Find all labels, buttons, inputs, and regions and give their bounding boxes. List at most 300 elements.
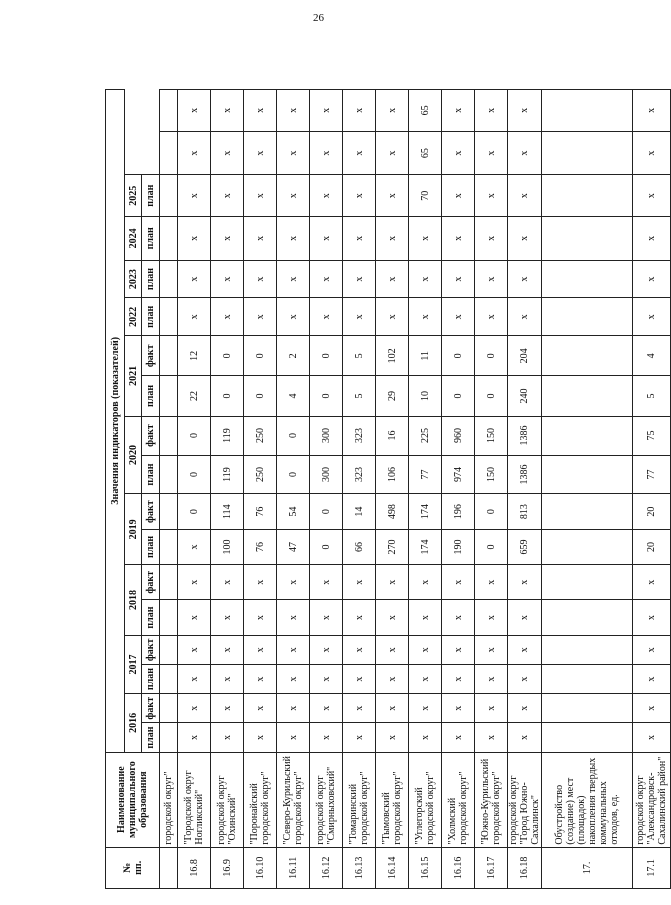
value-cell: x (475, 600, 508, 635)
value-cell: x (508, 131, 542, 175)
value-cell: 270 (376, 529, 409, 564)
value-cell: x (211, 260, 244, 298)
value-cell: x (343, 635, 376, 664)
value-cell (542, 565, 633, 600)
value-cell (542, 664, 633, 693)
header-year-2021: 2021 (125, 336, 142, 416)
row-number: 16.11 (277, 847, 310, 888)
value-cell: x (409, 298, 442, 336)
row-municipality-name: городской округ" (160, 752, 178, 847)
value-cell: x (211, 635, 244, 664)
header-fact: факт (142, 565, 160, 600)
value-cell: x (442, 635, 475, 664)
row-municipality-name: городской округ "Александровск-Сахалинский район" (633, 752, 671, 847)
value-cell: x (376, 600, 409, 635)
value-cell: 4 (277, 376, 310, 416)
value-cell (542, 529, 633, 564)
value-cell: x (376, 216, 409, 260)
value-cell: x (178, 723, 211, 752)
value-cell: x (633, 175, 671, 216)
row-number: 17.1 (633, 847, 671, 888)
value-cell: 77 (409, 455, 442, 494)
value-cell: x (633, 565, 671, 600)
value-cell: x (442, 260, 475, 298)
value-cell: 16 (376, 416, 409, 455)
row-municipality-name: городской округ "Охинский" (211, 752, 244, 847)
value-cell (160, 376, 178, 416)
value-cell: 77 (633, 455, 671, 494)
value-cell: 5 (633, 376, 671, 416)
value-cell: x (409, 260, 442, 298)
header-year-2019: 2019 (125, 494, 142, 565)
value-cell: x (475, 260, 508, 298)
value-cell (542, 175, 633, 216)
value-cell: x (244, 635, 277, 664)
value-cell: x (508, 723, 542, 752)
table-row (475, 90, 508, 889)
value-cell: 659 (508, 529, 542, 564)
value-cell: x (475, 216, 508, 260)
value-cell (160, 529, 178, 564)
value-cell: 65 (409, 90, 442, 132)
value-cell: 1386 (508, 416, 542, 455)
value-cell: x (244, 565, 277, 600)
value-cell: x (211, 694, 244, 723)
value-cell: x (277, 175, 310, 216)
value-cell: x (475, 694, 508, 723)
value-cell: 323 (343, 455, 376, 494)
value-cell: 174 (409, 494, 442, 529)
value-cell: x (343, 216, 376, 260)
value-cell: x (508, 260, 542, 298)
value-cell: x (442, 298, 475, 336)
value-cell: x (508, 216, 542, 260)
value-cell: x (310, 635, 343, 664)
value-cell: x (211, 175, 244, 216)
value-cell: x (475, 175, 508, 216)
value-cell: x (343, 565, 376, 600)
value-cell: 240 (508, 376, 542, 416)
header-plan: план (142, 298, 160, 336)
table-row (178, 90, 211, 889)
table-row (343, 90, 376, 889)
value-cell: x (633, 600, 671, 635)
value-cell (542, 298, 633, 336)
value-cell: x (508, 298, 542, 336)
value-cell: x (310, 175, 343, 216)
value-cell: x (343, 694, 376, 723)
value-cell: 114 (211, 494, 244, 529)
value-cell: x (277, 131, 310, 175)
value-cell: 300 (310, 455, 343, 494)
value-cell: x (343, 90, 376, 132)
value-cell: 250 (244, 455, 277, 494)
value-cell: x (376, 635, 409, 664)
value-cell: x (178, 90, 211, 132)
value-cell: x (508, 694, 542, 723)
value-cell (542, 216, 633, 260)
header-fact: факт (142, 694, 160, 723)
value-cell: 323 (343, 416, 376, 455)
value-cell (160, 635, 178, 664)
value-cell: 65 (409, 131, 442, 175)
value-cell: 0 (211, 336, 244, 376)
value-cell: 813 (508, 494, 542, 529)
value-cell: x (343, 131, 376, 175)
value-cell: x (310, 565, 343, 600)
value-cell (160, 260, 178, 298)
value-cell: x (409, 723, 442, 752)
header-plan: план (142, 723, 160, 752)
value-cell: 225 (409, 416, 442, 455)
value-cell (542, 416, 633, 455)
value-cell: 974 (442, 455, 475, 494)
value-cell: 0 (442, 376, 475, 416)
header-plan: план (142, 260, 160, 298)
value-cell (542, 376, 633, 416)
value-cell: x (343, 260, 376, 298)
value-cell (160, 216, 178, 260)
value-cell: x (244, 175, 277, 216)
value-cell (542, 635, 633, 664)
value-cell: 190 (442, 529, 475, 564)
value-cell: 106 (376, 455, 409, 494)
value-cell: 54 (277, 494, 310, 529)
value-cell: 0 (277, 455, 310, 494)
value-cell (160, 723, 178, 752)
row-number: 16.12 (310, 847, 343, 888)
value-cell: 20 (633, 494, 671, 529)
value-cell: x (409, 600, 442, 635)
value-cell: x (442, 600, 475, 635)
value-cell: x (376, 565, 409, 600)
value-cell: x (442, 723, 475, 752)
value-cell: 2 (277, 336, 310, 376)
header-num: № пп. (106, 847, 160, 888)
value-cell: 0 (178, 416, 211, 455)
header-year-2016: 2016 (125, 694, 142, 752)
header-plan: план (142, 175, 160, 216)
value-cell: 47 (277, 529, 310, 564)
value-cell: x (277, 723, 310, 752)
value-cell: x (244, 216, 277, 260)
value-cell (160, 455, 178, 494)
value-cell: 10 (409, 376, 442, 416)
row-number: 16.17 (475, 847, 508, 888)
value-cell: x (376, 90, 409, 132)
value-cell: x (178, 298, 211, 336)
value-cell: x (376, 175, 409, 216)
value-cell: x (310, 216, 343, 260)
header-plan: план (142, 600, 160, 635)
value-cell: x (277, 298, 310, 336)
value-cell (160, 90, 178, 132)
value-cell: x (343, 175, 376, 216)
value-cell: x (508, 565, 542, 600)
value-cell (542, 90, 633, 132)
row-municipality-name: "Поронайский городской округ" (244, 752, 277, 847)
value-cell: x (442, 664, 475, 693)
table-row (160, 90, 178, 889)
value-cell: x (442, 565, 475, 600)
value-cell: x (633, 635, 671, 664)
value-cell: x (409, 694, 442, 723)
value-cell: 5 (343, 336, 376, 376)
header-plan: план (142, 455, 160, 494)
row-number: 16.10 (244, 847, 277, 888)
value-cell: 0 (475, 494, 508, 529)
value-cell: x (310, 600, 343, 635)
value-cell: x (310, 664, 343, 693)
value-cell: x (409, 664, 442, 693)
value-cell: 960 (442, 416, 475, 455)
value-cell: x (244, 664, 277, 693)
value-cell: x (211, 565, 244, 600)
value-cell (542, 336, 633, 376)
value-cell: x (310, 723, 343, 752)
row-municipality-name: городской округ "Смирныховский" (310, 752, 343, 847)
row-number: 16.18 (508, 847, 542, 888)
header-plan: план (142, 376, 160, 416)
row-number (160, 847, 178, 888)
value-cell (160, 600, 178, 635)
value-cell: x (211, 216, 244, 260)
value-cell (542, 260, 633, 298)
rotated-table-container (105, 89, 668, 889)
value-cell: x (244, 131, 277, 175)
value-cell: 22 (178, 376, 211, 416)
value-cell: x (277, 694, 310, 723)
value-cell: x (178, 131, 211, 175)
header-year-2022: 2022 (125, 298, 142, 336)
row-municipality-name: "Северо-Курильский городской округ" (277, 752, 310, 847)
value-cell: x (211, 131, 244, 175)
value-cell: 119 (211, 455, 244, 494)
value-cell: 11 (409, 336, 442, 376)
value-cell: x (376, 723, 409, 752)
value-cell (542, 494, 633, 529)
value-cell (160, 565, 178, 600)
value-cell: x (475, 723, 508, 752)
value-cell: x (277, 90, 310, 132)
value-cell: x (343, 664, 376, 693)
value-cell: x (310, 260, 343, 298)
value-cell: 75 (633, 416, 671, 455)
value-cell: x (244, 298, 277, 336)
value-cell: 174 (409, 529, 442, 564)
table-row (542, 90, 633, 889)
value-cell: 0 (178, 455, 211, 494)
header-fact: факт (142, 494, 160, 529)
value-cell: 4 (633, 336, 671, 376)
header-year-2017: 2017 (125, 635, 142, 693)
header-plan: план (142, 216, 160, 260)
value-cell: 150 (475, 416, 508, 455)
value-cell: x (376, 664, 409, 693)
header-plan: план (142, 664, 160, 693)
value-cell: 0 (178, 494, 211, 529)
value-cell: x (343, 298, 376, 336)
value-cell: 119 (211, 416, 244, 455)
value-cell: x (178, 664, 211, 693)
value-cell: x (211, 723, 244, 752)
value-cell (160, 416, 178, 455)
header-fact: факт (142, 336, 160, 376)
value-cell (160, 664, 178, 693)
value-cell: 0 (310, 529, 343, 564)
value-cell: x (178, 694, 211, 723)
value-cell: x (409, 565, 442, 600)
value-cell: 76 (244, 529, 277, 564)
row-municipality-name: "Южно-Курильский городской округ" (475, 752, 508, 847)
value-cell: x (178, 529, 211, 564)
value-cell: x (211, 664, 244, 693)
value-cell: 20 (633, 529, 671, 564)
header-year-2024: 2024 (125, 216, 142, 260)
value-cell: x (178, 175, 211, 216)
value-cell: 70 (409, 175, 442, 216)
value-cell: x (508, 635, 542, 664)
value-cell: x (178, 635, 211, 664)
value-cell (160, 494, 178, 529)
table-row (376, 90, 409, 889)
value-cell: x (508, 664, 542, 693)
value-cell: x (633, 298, 671, 336)
value-cell: 12 (178, 336, 211, 376)
value-cell: x (244, 260, 277, 298)
value-cell (160, 175, 178, 216)
value-cell: x (178, 216, 211, 260)
value-cell (542, 694, 633, 723)
header-year-2025: 2025 (125, 175, 142, 216)
value-cell: x (633, 260, 671, 298)
value-cell: x (633, 90, 671, 132)
value-cell: x (244, 723, 277, 752)
value-cell (160, 131, 178, 175)
value-cell: x (310, 90, 343, 132)
row-number: 17. (542, 847, 633, 888)
value-cell: x (277, 565, 310, 600)
row-number: 16.13 (343, 847, 376, 888)
value-cell: x (211, 90, 244, 132)
value-cell: x (633, 216, 671, 260)
row-number: 16.14 (376, 847, 409, 888)
value-cell: x (475, 90, 508, 132)
value-cell: x (475, 565, 508, 600)
value-cell: x (508, 90, 542, 132)
value-cell (542, 455, 633, 494)
row-municipality-name: "Холмский городской округ" (442, 752, 475, 847)
table-row (633, 90, 671, 889)
value-cell: 0 (475, 336, 508, 376)
value-cell: x (475, 131, 508, 175)
value-cell: x (376, 131, 409, 175)
value-cell: x (475, 664, 508, 693)
header-fact: факт (142, 635, 160, 664)
value-cell: x (409, 635, 442, 664)
row-municipality-name: "Тымовский городской округ" (376, 752, 409, 847)
indicators-table (105, 89, 671, 889)
value-cell: 29 (376, 376, 409, 416)
header-year-2020: 2020 (125, 416, 142, 494)
value-cell: 196 (442, 494, 475, 529)
value-cell: x (442, 175, 475, 216)
value-cell: 100 (211, 529, 244, 564)
value-cell: 14 (343, 494, 376, 529)
value-cell: x (277, 260, 310, 298)
value-cell: 150 (475, 455, 508, 494)
row-number: 16.15 (409, 847, 442, 888)
value-cell: x (244, 694, 277, 723)
value-cell: 66 (343, 529, 376, 564)
table-row (244, 90, 277, 889)
value-cell: x (475, 635, 508, 664)
value-cell: x (277, 664, 310, 693)
value-cell: 0 (310, 336, 343, 376)
value-cell: x (244, 90, 277, 132)
row-municipality-name: "Углегорский городской округ" (409, 752, 442, 847)
value-cell: x (633, 723, 671, 752)
value-cell: x (442, 216, 475, 260)
value-cell: x (376, 260, 409, 298)
value-cell: x (310, 298, 343, 336)
value-cell: x (244, 600, 277, 635)
value-cell: 76 (244, 494, 277, 529)
header-year-2023: 2023 (125, 260, 142, 298)
value-cell: 0 (310, 494, 343, 529)
table-row (508, 90, 542, 889)
value-cell: 0 (277, 416, 310, 455)
value-cell: x (178, 600, 211, 635)
value-cell: x (343, 600, 376, 635)
value-cell: x (508, 175, 542, 216)
header-fact: факт (142, 416, 160, 455)
value-cell: x (277, 600, 310, 635)
value-cell (160, 694, 178, 723)
row-municipality-name: "Городской округ Ногликский" (178, 752, 211, 847)
value-cell: x (343, 723, 376, 752)
value-cell: x (211, 600, 244, 635)
value-cell: x (633, 664, 671, 693)
value-cell: 0 (310, 376, 343, 416)
header-year-2018: 2018 (125, 565, 142, 636)
value-cell (160, 336, 178, 376)
value-cell: 5 (343, 376, 376, 416)
value-cell: x (178, 565, 211, 600)
value-cell: x (475, 298, 508, 336)
header-name: Наименование муниципального образования (106, 752, 160, 847)
value-cell: x (442, 131, 475, 175)
row-municipality-name: "Томаринский городской округ" (343, 752, 376, 847)
value-cell: x (277, 635, 310, 664)
value-cell: 204 (508, 336, 542, 376)
row-number: 16.9 (211, 847, 244, 888)
value-cell: 1386 (508, 455, 542, 494)
value-cell: 0 (211, 376, 244, 416)
value-cell: 250 (244, 416, 277, 455)
table-row (277, 90, 310, 889)
value-cell (542, 131, 633, 175)
value-cell: x (310, 131, 343, 175)
value-cell: x (211, 298, 244, 336)
value-cell: 0 (475, 376, 508, 416)
row-municipality-name: городской округ "Город Южно-Сахалинск" (508, 752, 542, 847)
row-municipality-name: Обустройство (создание) мест (площадок) накопления твердых коммунальных отходов, ед. (542, 752, 633, 847)
value-cell (542, 600, 633, 635)
value-cell: 300 (310, 416, 343, 455)
value-cell: 102 (376, 336, 409, 376)
value-cell: 0 (244, 376, 277, 416)
